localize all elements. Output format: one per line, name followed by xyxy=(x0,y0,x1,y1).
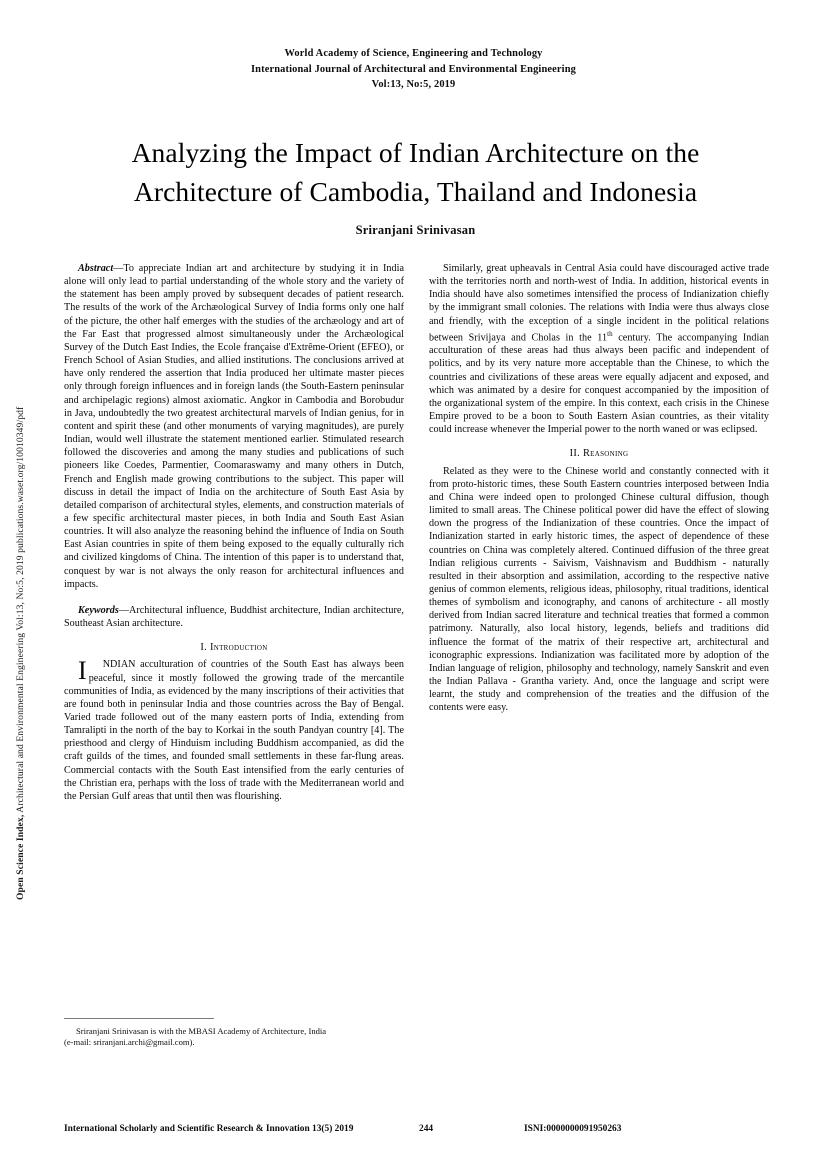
footnote-divider xyxy=(64,1018,214,1019)
continuation-paragraph xyxy=(429,262,769,436)
continuation-text-part-2: century. The accompanying Indian acculturation of these areas had thus always been pacific and independent of politics, and by its very nature more acceptable than the Chinese, to which the countries and civilizations of these areas were equally adjacent and exposed, and which was animated by a desire for conquest accompanied by the imposition of the organizational system of the empire. In this context, each crisis in the Chinese Empire proved to be a boon to South Eastern Asian countries, as their vitality could increase whenever the Imperial power to the north waned or was eclipsed. xyxy=(429,332,769,436)
open-science-index-stamp xyxy=(15,300,50,900)
introduction-drop-cap: I xyxy=(78,656,87,686)
page-footer xyxy=(64,1124,769,1138)
column-left xyxy=(64,262,404,1062)
keywords-paragraph xyxy=(64,604,404,630)
column-right xyxy=(429,262,769,1062)
author-footnote-line-1: Sriranjani Srinivasan is with the MBASI Academy of Architecture, India xyxy=(76,1026,327,1036)
footer-journal-citation: International Scholarly and Scientific Research & Innovation 13(5) 2019 xyxy=(64,1124,354,1134)
author-footnote-line-2: (e-mail: sriranjani.archi@gmail.com). xyxy=(64,1037,195,1048)
section-heading-introduction: I. Introduction xyxy=(200,642,268,654)
abstract-text: To appreciate Indian art and architecture by studying it in India alone will only lead to partial understanding of the whole story and the variety of the statement has been amply proved by subsequent decades of patient research. The results of the work of the Archæological Survey of India forms only one half of the picture, the other half emerges with the studies of the archæology and art of the Far East that progressed almost simultaneously under the Archæological Survey of the Dutch East Indies, the Ecole française d'Extrême-Orient (EFEO), or French School of Asian Studies, and allied institutions. The conclusions arrived at have only rendered the assertion that India produced her ultimate master pieces only through foreign influences and in foreign lands (the South-Eastern peninsular and archipelagic regions) almost axiomatic. Angkor in Cambodia and Borobudur in Java, undoubtedly the two greatest architectural marvels of Indian genius, for in content and spirit these (and other monuments of varying magnitudes), are purely Indian, would well illustrate the statement mentioned earlier. Stimulated research followed the discoveries and among the many studies and publications of such pioneers like Coedes, Parmentier, Coomaraswamy and many others in Dutch, French and English made growing contributions to the subject. This paper will discuss in detail the impact of India on the architecture of South East Asia by detailed comparison of architectural styles, elements, and construction materials of a few specific architectural master pieces, in both India and South East Asian countries. It will also analyze the reasoning behind the influence of India on South East Asian countries in spite of them being exposed to the equally culturally rich and civilized kingdoms of China. The intention of this paper is to understand that, conquest by war is not always the only reason for architectural influences and impacts. xyxy=(64,263,404,590)
abstract-paragraph xyxy=(64,262,404,591)
reasoning-text: Related as they were to the Chinese world and constantly connected with it from proto-historic times, these South Eastern countries interposed between India and China were indeed open to prolonged Chinese cultural diffusion, though limited to small areas. The Chinese political power did have the effect of slowing down the progress of the Indianization of these countries. Once the impact of Indianization started in early historic times, the aspect of dependence of these countries on China was completely altered. Continued diffusion of the three great Indian religious currents - Saivism, Vaishnavism and Buddhism - naturally resulted in their absorption and assimilation, according to the respective native genius of common elements, religious ideas, philosophy, ritual traditions, identical themes of symbolism and iconography, and canons of architecture - all mostly derived from Indian sacred literature and technical treaties that formed a common patrimony. Naturally, also local history, legends, beliefs and traditions did influence the format of the matrix of their respective art, architectural and iconographic expressions. Indianization was facilitated more by adoption of the Indian language of religion, philosophy and technology, namely Sanskrit and even the Indian Pallava - Grantha variety. And, once the language and script were learnt, the study and comprehension of the treaties and the diffusion of the contents were easy. xyxy=(429,465,769,714)
introduction-text: NDIAN acculturation of countries of the South East has always been peaceful, since it mostly followed the growing trade of the mercantile communities of India, as evidenced by the many inscriptions of their activities that are found both in peninsular India and those countries across the Bay of Bengal. Varied trade followed out of the many eastern ports of India, extending from Tamralipti in the north of the bay to Korkai in the south Pandyan country [4]. The priesthood and clergy of Hinduism including Buddhism accompanied, as did the craft guilds of the times, and founded small settlements in these far-flung areas. Commercial contacts with the South East intensified from the early centuries of the Christian era, perhaps with the loss of trade with the Mediterranean world and the Persian Gulf areas that until then was flourishing. xyxy=(64,659,404,802)
open-science-index-stamp-detail: Architectural and Environmental Engineering Vol:13, No:5, 2019 publications.waset.org/10010349/pdf xyxy=(15,406,26,815)
journal-header-line-3: Vol:13, No:5, 2019 xyxy=(371,79,456,90)
continuation-text-part-1: Similarly, great upheavals in Central Asia could have discouraged active trade with the territories north and north-west of India. In addition, historical events in India should have also sometimes intensified the process of Indianization chiefly by the immigrant small colonies. The relations with India were thus always close and friendly, with the exception of a single incident in the political relations between Srivijaya and Cholas in the 11 xyxy=(429,263,769,344)
ordinal-superscript: th xyxy=(607,329,613,338)
journal-header-line-2: International Journal of Architectural and Environmental Engineering xyxy=(250,63,576,75)
footer-isni: ISNI:0000000091950263 xyxy=(524,1124,622,1134)
introduction-paragraph xyxy=(64,658,404,803)
article-body xyxy=(64,262,770,1062)
footer-page-number: 244 xyxy=(419,1124,434,1134)
abstract-label: Abstract xyxy=(78,263,114,274)
abstract-dash: — xyxy=(113,263,124,274)
reasoning-paragraph xyxy=(429,465,769,715)
section-heading-reasoning: II. Reasoning xyxy=(569,448,629,460)
open-science-index-stamp-text xyxy=(15,407,26,900)
page-title-line-2: Architecture of Cambodia, Thailand and Indonesia xyxy=(133,176,698,207)
keywords-dash: — xyxy=(118,604,129,616)
keywords-text: Architectural influence, Buddhist architecture, Indian architecture, Southeast Asian architecture. xyxy=(64,604,404,630)
open-science-index-stamp-prefix: Open Science Index, xyxy=(15,814,26,900)
page-title-line-1: Analyzing the Impact of Indian Architecture on the xyxy=(131,137,700,168)
page-title xyxy=(62,133,769,211)
title-block xyxy=(62,133,769,238)
keywords-label: Keywords xyxy=(78,604,119,616)
author-name: Sriranjani Srinivasan xyxy=(355,223,476,237)
journal-header-line-1: World Academy of Science, Engineering and Technology xyxy=(284,48,543,59)
spacer xyxy=(64,591,404,604)
author-footnote xyxy=(64,1026,404,1049)
journal-header xyxy=(0,46,827,93)
